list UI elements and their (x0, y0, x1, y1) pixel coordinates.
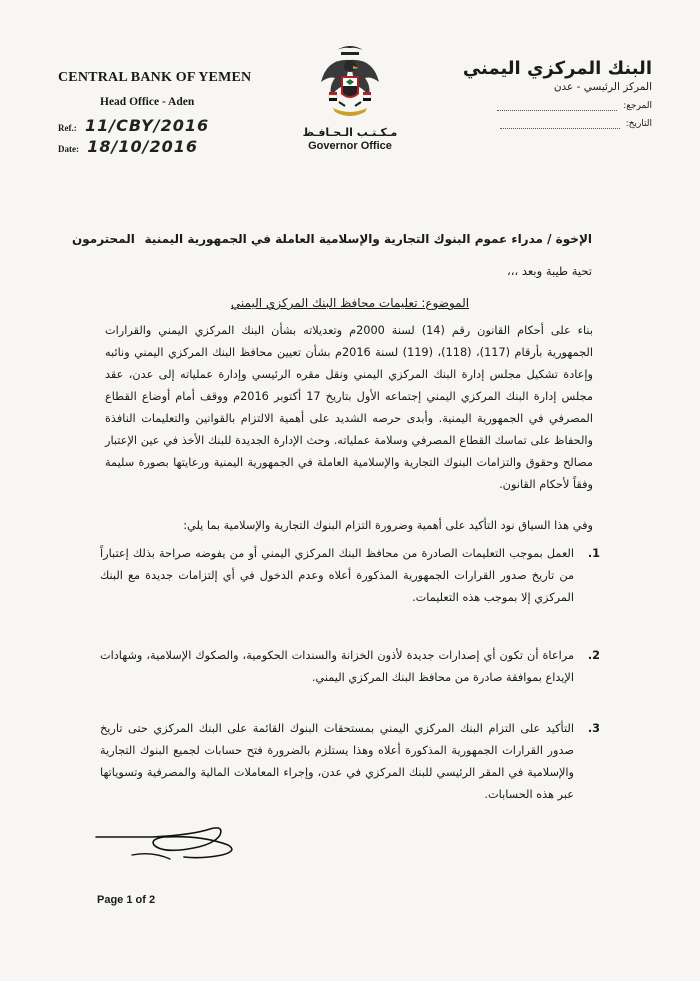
list-item-number: 1. (587, 547, 600, 560)
date-label: Date: (58, 144, 79, 154)
list-item-text: مراعاة أن تكون أي إصدارات جديدة لأذون الخزانة والسندات الحكومية، والصكوك الإسلامية، وشهادات الإيداع بموافقة صادرة من محافظ البنك المركزي اليمني. (100, 649, 574, 684)
subject-line: الموضوع: تعليمات محافظ البنك المركزي اليمني (230, 296, 470, 310)
greeting: تحية طيبة وبعد ،،، (507, 264, 592, 278)
list-item-text: العمل بموجب التعليمات الصادرة من محافظ البنك المركزي اليمني أو من يفوضه صراحة بذلك إعتباراً من تاريخ صدور القرارات الجمهورية المذكورة أعلاه وعدم الدخول في أي إلتزامات جديدة مع البنك المركزي إلا بموجب هذه التعليمات. (100, 547, 574, 604)
date-value: 18/10/2016 (87, 137, 198, 156)
yemen-eagle-emblem (315, 42, 385, 124)
list-item (100, 543, 600, 609)
arabic-ref-label: المرجع: (623, 101, 652, 111)
arabic-ref-line (497, 110, 617, 111)
handwritten-signature (92, 815, 242, 875)
arabic-ref-field (432, 101, 652, 111)
arabic-date-line (500, 128, 620, 129)
ref-label: Ref.: (58, 123, 77, 133)
date-row (58, 137, 258, 156)
english-bank-title: CENTRAL BANK OF YEMEN (58, 70, 252, 85)
governor-office-arabic: مـكـتـب الـحـافـظ (302, 126, 398, 139)
list-item-text: التأكيد على التزام البنك المركزي اليمني بمستحقات البنوك القائمة على البنك المركزي حتى تاريخ صدور القرارات الجمهورية المذكورة أعلاه وهذا يستلزم بالضرورة فتح حسابات لجميع البنوك التجارية والإسلامية في المقر الرئيسي للبنك المركزي في عدن، وإجراء المعاملات المالية والمصرفية وتسوياتها عبر هذه الحسابات. (100, 722, 574, 801)
ref-value: 11/CBY/2016 (85, 116, 210, 135)
list-item (100, 645, 600, 689)
list-item (100, 718, 600, 806)
governor-office-english: Governor Office (308, 140, 392, 152)
english-head-office: Head Office - Aden (100, 96, 195, 108)
list-item-number: 3. (587, 722, 600, 735)
arabic-bank-title: البنك المركزي اليمني (462, 58, 652, 79)
arabic-date-field (432, 119, 652, 129)
arabic-letterhead (432, 58, 652, 129)
body-paragraph-1: بناء على أحكام القانون رقم (14) لسنة 2000م وتعديلاته بشأن البنك المركزي اليمني والقرارات الجمهورية بأرقام (117)، (118)، (119) لسنة 2016م بشأن تعيين محافظ البنك المركزي اليمني ونائبه وإعادة تشكيل مجلس إدارة البنك المركزي اليمني ونقل مقره الرئيسي وإدارة عملياته إلى عدن، عقد مجلس إدارة البنك المركزي اليمني إجتماعه الأول بتاريخ 17 أكتوبر 2016م ووقف أمام أوضاع القطاع المصرفي في الجمهورية اليمنية. وأبدى حرصه الشديد على أهمية الالتزام بالقوانين والتعليمات النافذة والحفاظ على تماسك القطاع المصرفي وسلامة عملياته. وحث الإدارة الجديدة للبنك الأخذ في عين الإعتبار مصالح وحقوق والتزامات البنوك التجارية والإسلامية العاملة في الجمهورية اليمنية ورعايتها بصورة سليمة وفقاً لأحكام القانون. (105, 324, 594, 491)
body-paragraph-2: وفي هذا السياق نود التأكيد على أهمية وضرورة التزام البنوك التجارية والإسلامية بما يلي: (183, 519, 593, 532)
list-item-number: 2. (587, 649, 600, 662)
reference-row (58, 116, 258, 135)
page-number: Page 1 of 2 (97, 894, 156, 906)
addressee-line (72, 232, 592, 246)
governor-office-block (290, 42, 410, 152)
arabic-head-office: المركز الرئيسي - عدن (553, 81, 652, 93)
respected-text: المحترمون (72, 232, 135, 246)
arabic-date-label: التاريخ: (625, 119, 652, 129)
addressee-text: الإخوة / مدراء عموم البنوك التجارية والإسلامية العاملة في الجمهورية اليمنية (144, 232, 592, 246)
english-letterhead (58, 70, 258, 156)
